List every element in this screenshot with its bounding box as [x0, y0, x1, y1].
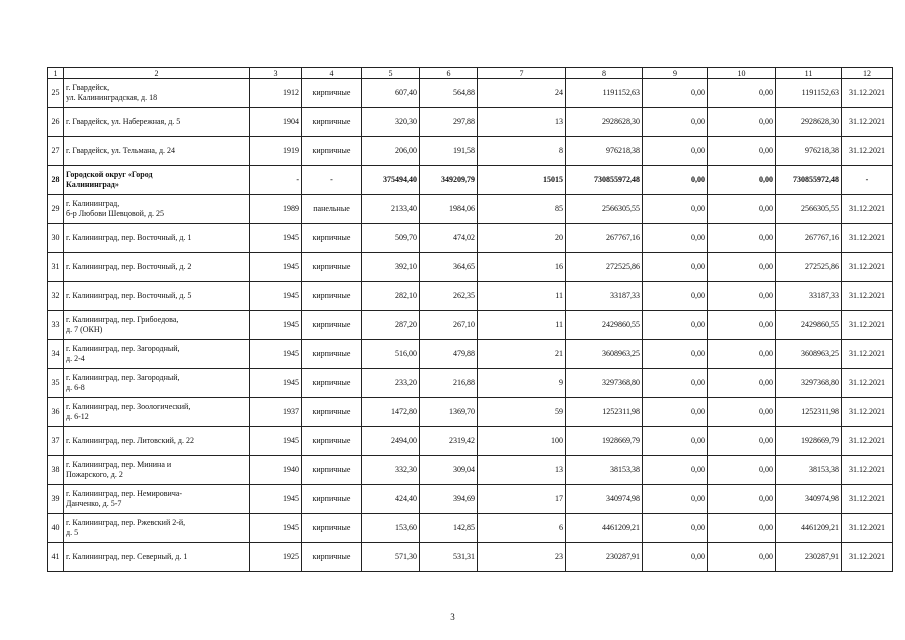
living-area-cell: 216,88	[420, 369, 478, 398]
owners-share-cell: 38153,38	[776, 456, 842, 485]
table-row	[48, 340, 893, 369]
column-number-header: 9	[643, 68, 708, 79]
deadline-date-cell: 31.12.2021	[842, 224, 893, 253]
fund-share-cell: 0,00	[643, 398, 708, 427]
residents-count-cell: 13	[478, 456, 566, 485]
living-area-cell: 564,88	[420, 79, 478, 108]
deadline-date-cell: 31.12.2021	[842, 311, 893, 340]
row-number-cell: 29	[48, 195, 64, 224]
budget-share-cell: 0,00	[708, 398, 776, 427]
repair-cost-cell: 230287,91	[566, 543, 643, 572]
living-area-cell: 1369,70	[420, 398, 478, 427]
repair-cost-cell: 340974,98	[566, 485, 643, 514]
budget-share-cell: 0,00	[708, 195, 776, 224]
year-built-cell: 1925	[250, 543, 302, 572]
housing-register-table	[47, 67, 893, 572]
total-area-cell: 571,30	[362, 543, 420, 572]
table-row	[48, 543, 893, 572]
column-number-header: 11	[776, 68, 842, 79]
deadline-date-cell: 31.12.2021	[842, 108, 893, 137]
table-row	[48, 485, 893, 514]
fund-share-cell: 0,00	[643, 166, 708, 195]
repair-cost-cell: 1191152,63	[566, 79, 643, 108]
budget-share-cell: 0,00	[708, 514, 776, 543]
fund-share-cell: 0,00	[643, 224, 708, 253]
table-row	[48, 456, 893, 485]
living-area-cell: 262,35	[420, 282, 478, 311]
living-area-cell: 479,88	[420, 340, 478, 369]
row-number-cell: 34	[48, 340, 64, 369]
wall-material-cell: кирпичные	[302, 224, 362, 253]
row-number-cell: 28	[48, 166, 64, 195]
budget-share-cell: 0,00	[708, 311, 776, 340]
wall-material-cell: кирпичные	[302, 485, 362, 514]
deadline-date-cell: 31.12.2021	[842, 456, 893, 485]
living-area-cell: 309,04	[420, 456, 478, 485]
wall-material-cell: кирпичные	[302, 253, 362, 282]
table-row	[48, 514, 893, 543]
column-number-header: 12	[842, 68, 893, 79]
table-row	[48, 224, 893, 253]
living-area-cell: 474,02	[420, 224, 478, 253]
living-area-cell: 531,31	[420, 543, 478, 572]
owners-share-cell: 230287,91	[776, 543, 842, 572]
address-cell: г. Калининград, пер. Восточный, д. 1	[64, 224, 250, 253]
total-area-cell: 509,70	[362, 224, 420, 253]
total-area-cell: 287,20	[362, 311, 420, 340]
wall-material-cell: кирпичные	[302, 369, 362, 398]
fund-share-cell: 0,00	[643, 427, 708, 456]
year-built-cell: 1937	[250, 398, 302, 427]
residents-count-cell: 15015	[478, 166, 566, 195]
table-row	[48, 108, 893, 137]
repair-cost-cell: 267767,16	[566, 224, 643, 253]
budget-share-cell: 0,00	[708, 340, 776, 369]
column-number-header: 5	[362, 68, 420, 79]
table-row	[48, 311, 893, 340]
wall-material-cell: кирпичные	[302, 108, 362, 137]
owners-share-cell: 976218,38	[776, 137, 842, 166]
row-number-cell: 38	[48, 456, 64, 485]
fund-share-cell: 0,00	[643, 456, 708, 485]
deadline-date-cell: 31.12.2021	[842, 398, 893, 427]
year-built-cell: 1945	[250, 340, 302, 369]
repair-cost-cell: 33187,33	[566, 282, 643, 311]
row-number-cell: 40	[48, 514, 64, 543]
wall-material-cell: кирпичные	[302, 137, 362, 166]
owners-share-cell: 1191152,63	[776, 79, 842, 108]
wall-material-cell: кирпичные	[302, 514, 362, 543]
address-cell: г. Калининград, пер. Загородный, д. 2-4	[64, 340, 250, 369]
address-cell: г. Гвардейск, ул. Набережная, д. 5	[64, 108, 250, 137]
residents-count-cell: 21	[478, 340, 566, 369]
living-area-cell: 267,10	[420, 311, 478, 340]
deadline-date-cell: 31.12.2021	[842, 427, 893, 456]
row-number-cell: 30	[48, 224, 64, 253]
year-built-cell: 1945	[250, 282, 302, 311]
total-area-cell: 375494,40	[362, 166, 420, 195]
table-row	[48, 427, 893, 456]
owners-share-cell: 1928669,79	[776, 427, 842, 456]
budget-share-cell: 0,00	[708, 79, 776, 108]
address-cell: г. Гвардейск, ул. Тельмана, д. 24	[64, 137, 250, 166]
fund-share-cell: 0,00	[643, 195, 708, 224]
year-built-cell: 1945	[250, 427, 302, 456]
deadline-date-cell: 31.12.2021	[842, 485, 893, 514]
table-body	[48, 68, 893, 572]
address-cell: г. Калининград, пер. Минина и Пожарского, д. 2	[64, 456, 250, 485]
residents-count-cell: 23	[478, 543, 566, 572]
owners-share-cell: 2429860,55	[776, 311, 842, 340]
row-number-cell: 37	[48, 427, 64, 456]
fund-share-cell: 0,00	[643, 79, 708, 108]
year-built-cell: 1919	[250, 137, 302, 166]
table-row	[48, 195, 893, 224]
owners-share-cell: 4461209,21	[776, 514, 842, 543]
repair-cost-cell: 2928628,30	[566, 108, 643, 137]
year-built-cell: 1945	[250, 369, 302, 398]
total-area-cell: 233,20	[362, 369, 420, 398]
year-built-cell: 1904	[250, 108, 302, 137]
fund-share-cell: 0,00	[643, 137, 708, 166]
living-area-cell: 394,69	[420, 485, 478, 514]
address-cell: г. Калининград, пер. Восточный, д. 2	[64, 253, 250, 282]
address-cell: Городской округ «Город Калининград»	[64, 166, 250, 195]
row-number-cell: 26	[48, 108, 64, 137]
column-number-header: 10	[708, 68, 776, 79]
total-area-cell: 282,10	[362, 282, 420, 311]
column-number-header: 3	[250, 68, 302, 79]
column-number-header: 4	[302, 68, 362, 79]
repair-cost-cell: 730855972,48	[566, 166, 643, 195]
living-area-cell: 297,88	[420, 108, 478, 137]
deadline-date-cell: 31.12.2021	[842, 137, 893, 166]
repair-cost-cell: 3608963,25	[566, 340, 643, 369]
column-number-header: 1	[48, 68, 64, 79]
repair-cost-cell: 976218,38	[566, 137, 643, 166]
address-cell: г. Калининград, пер. Грибоедова, д. 7 (ОКН)	[64, 311, 250, 340]
deadline-date-cell: 31.12.2021	[842, 195, 893, 224]
table-row	[48, 282, 893, 311]
deadline-date-cell: -	[842, 166, 893, 195]
address-cell: г. Калининград, пер. Северный, д. 1	[64, 543, 250, 572]
fund-share-cell: 0,00	[643, 514, 708, 543]
row-number-cell: 41	[48, 543, 64, 572]
repair-cost-cell: 2429860,55	[566, 311, 643, 340]
repair-cost-cell: 1928669,79	[566, 427, 643, 456]
budget-share-cell: 0,00	[708, 543, 776, 572]
residents-count-cell: 16	[478, 253, 566, 282]
living-area-cell: 364,65	[420, 253, 478, 282]
address-cell: г. Калининград, пер. Ржевский 2-й, д. 5	[64, 514, 250, 543]
fund-share-cell: 0,00	[643, 485, 708, 514]
fund-share-cell: 0,00	[643, 543, 708, 572]
owners-share-cell: 730855972,48	[776, 166, 842, 195]
column-number-header: 8	[566, 68, 643, 79]
address-cell: г. Калининград, пер. Зоологический, д. 6-12	[64, 398, 250, 427]
total-area-cell: 2494,00	[362, 427, 420, 456]
row-number-cell: 32	[48, 282, 64, 311]
deadline-date-cell: 31.12.2021	[842, 253, 893, 282]
address-cell: г. Калининград, б-р Любови Шевцовой, д. 25	[64, 195, 250, 224]
year-built-cell: 1945	[250, 224, 302, 253]
owners-share-cell: 1252311,98	[776, 398, 842, 427]
total-area-cell: 516,00	[362, 340, 420, 369]
wall-material-cell: кирпичные	[302, 311, 362, 340]
row-number-cell: 36	[48, 398, 64, 427]
residents-count-cell: 85	[478, 195, 566, 224]
deadline-date-cell: 31.12.2021	[842, 514, 893, 543]
residents-count-cell: 100	[478, 427, 566, 456]
owners-share-cell: 340974,98	[776, 485, 842, 514]
column-number-header: 6	[420, 68, 478, 79]
repair-cost-cell: 2566305,55	[566, 195, 643, 224]
row-number-cell: 27	[48, 137, 64, 166]
page-number: 3	[450, 612, 455, 622]
wall-material-cell: кирпичные	[302, 456, 362, 485]
fund-share-cell: 0,00	[643, 311, 708, 340]
repair-cost-cell: 4461209,21	[566, 514, 643, 543]
owners-share-cell: 2566305,55	[776, 195, 842, 224]
table-row	[48, 166, 893, 195]
repair-cost-cell: 38153,38	[566, 456, 643, 485]
table-row	[48, 137, 893, 166]
budget-share-cell: 0,00	[708, 456, 776, 485]
table-row	[48, 398, 893, 427]
fund-share-cell: 0,00	[643, 253, 708, 282]
address-cell: г. Калининград, пер. Литовский, д. 22	[64, 427, 250, 456]
total-area-cell: 2133,40	[362, 195, 420, 224]
deadline-date-cell: 31.12.2021	[842, 543, 893, 572]
wall-material-cell: кирпичные	[302, 79, 362, 108]
residents-count-cell: 24	[478, 79, 566, 108]
budget-share-cell: 0,00	[708, 137, 776, 166]
year-built-cell: -	[250, 166, 302, 195]
table-row	[48, 79, 893, 108]
wall-material-cell: кирпичные	[302, 427, 362, 456]
budget-share-cell: 0,00	[708, 282, 776, 311]
year-built-cell: 1945	[250, 514, 302, 543]
residents-count-cell: 9	[478, 369, 566, 398]
fund-share-cell: 0,00	[643, 340, 708, 369]
year-built-cell: 1989	[250, 195, 302, 224]
owners-share-cell: 3608963,25	[776, 340, 842, 369]
deadline-date-cell: 31.12.2021	[842, 369, 893, 398]
total-area-cell: 153,60	[362, 514, 420, 543]
budget-share-cell: 0,00	[708, 253, 776, 282]
owners-share-cell: 267767,16	[776, 224, 842, 253]
row-number-cell: 39	[48, 485, 64, 514]
total-area-cell: 392,10	[362, 253, 420, 282]
living-area-cell: 142,85	[420, 514, 478, 543]
year-built-cell: 1945	[250, 253, 302, 282]
total-area-cell: 1472,80	[362, 398, 420, 427]
living-area-cell: 349209,79	[420, 166, 478, 195]
wall-material-cell: -	[302, 166, 362, 195]
wall-material-cell: панельные	[302, 195, 362, 224]
total-area-cell: 424,40	[362, 485, 420, 514]
residents-count-cell: 11	[478, 311, 566, 340]
table-row	[48, 253, 893, 282]
residents-count-cell: 13	[478, 108, 566, 137]
total-area-cell: 206,00	[362, 137, 420, 166]
owners-share-cell: 3297368,80	[776, 369, 842, 398]
wall-material-cell: кирпичные	[302, 543, 362, 572]
repair-cost-cell: 3297368,80	[566, 369, 643, 398]
budget-share-cell: 0,00	[708, 108, 776, 137]
column-number-header-row	[48, 68, 893, 79]
row-number-cell: 35	[48, 369, 64, 398]
row-number-cell: 31	[48, 253, 64, 282]
year-built-cell: 1940	[250, 456, 302, 485]
address-cell: г. Калининград, пер. Восточный, д. 5	[64, 282, 250, 311]
residents-count-cell: 6	[478, 514, 566, 543]
fund-share-cell: 0,00	[643, 108, 708, 137]
fund-share-cell: 0,00	[643, 369, 708, 398]
living-area-cell: 191,58	[420, 137, 478, 166]
budget-share-cell: 0,00	[708, 485, 776, 514]
residents-count-cell: 8	[478, 137, 566, 166]
budget-share-cell: 0,00	[708, 166, 776, 195]
total-area-cell: 320,30	[362, 108, 420, 137]
wall-material-cell: кирпичные	[302, 282, 362, 311]
residents-count-cell: 20	[478, 224, 566, 253]
residents-count-cell: 59	[478, 398, 566, 427]
repair-cost-cell: 1252311,98	[566, 398, 643, 427]
column-number-header: 7	[478, 68, 566, 79]
deadline-date-cell: 31.12.2021	[842, 79, 893, 108]
year-built-cell: 1912	[250, 79, 302, 108]
deadline-date-cell: 31.12.2021	[842, 340, 893, 369]
address-cell: г. Гвардейск, ул. Калининградская, д. 18	[64, 79, 250, 108]
deadline-date-cell: 31.12.2021	[842, 282, 893, 311]
budget-share-cell: 0,00	[708, 369, 776, 398]
living-area-cell: 2319,42	[420, 427, 478, 456]
owners-share-cell: 2928628,30	[776, 108, 842, 137]
row-number-cell: 33	[48, 311, 64, 340]
total-area-cell: 607,40	[362, 79, 420, 108]
year-built-cell: 1945	[250, 485, 302, 514]
total-area-cell: 332,30	[362, 456, 420, 485]
owners-share-cell: 33187,33	[776, 282, 842, 311]
wall-material-cell: кирпичные	[302, 398, 362, 427]
repair-cost-cell: 272525,86	[566, 253, 643, 282]
column-number-header: 2	[64, 68, 250, 79]
fund-share-cell: 0,00	[643, 282, 708, 311]
wall-material-cell: кирпичные	[302, 340, 362, 369]
living-area-cell: 1984,06	[420, 195, 478, 224]
year-built-cell: 1945	[250, 311, 302, 340]
residents-count-cell: 17	[478, 485, 566, 514]
table-row	[48, 369, 893, 398]
residents-count-cell: 11	[478, 282, 566, 311]
row-number-cell: 25	[48, 79, 64, 108]
address-cell: г. Калининград, пер. Немировича- Данченко, д. 5-7	[64, 485, 250, 514]
owners-share-cell: 272525,86	[776, 253, 842, 282]
budget-share-cell: 0,00	[708, 427, 776, 456]
budget-share-cell: 0,00	[708, 224, 776, 253]
address-cell: г. Калининград, пер. Загородный, д. 6-8	[64, 369, 250, 398]
